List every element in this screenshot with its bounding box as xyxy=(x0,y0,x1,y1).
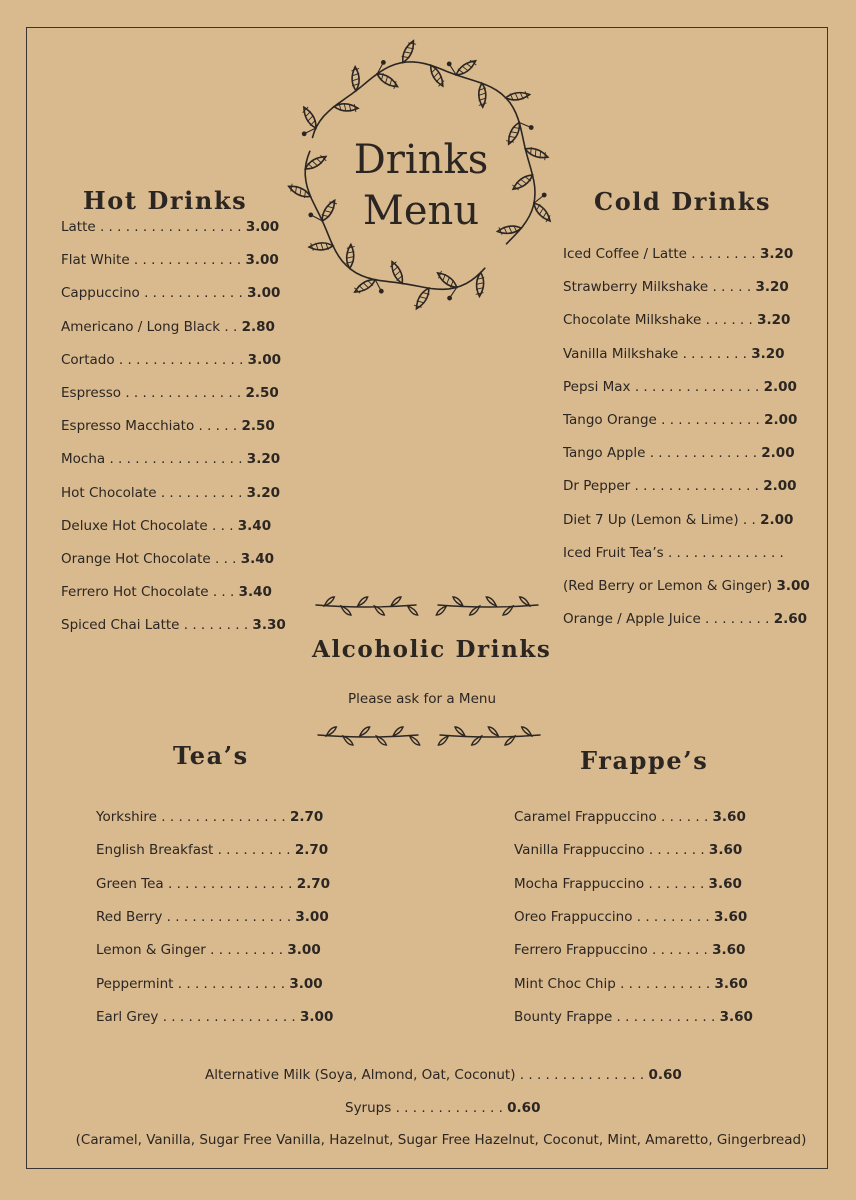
menu-item xyxy=(514,1008,753,1026)
item-name: Lemon & Ginger xyxy=(96,942,206,959)
item-price: 3.20 xyxy=(751,345,785,362)
item-leader-dots: . . . . . . . . . . . . . . . xyxy=(630,378,764,395)
item-leader-dots: . . . . . . . xyxy=(647,942,713,959)
hot-drinks-heading: Hot Drinks xyxy=(83,186,248,215)
item-name: Peppermint xyxy=(96,975,174,992)
item-name: Pepsi Max xyxy=(563,378,631,395)
item-leader-dots: . . . . . . . . . . . . . . . xyxy=(114,351,248,368)
item-leader-dots: . . . . . . . . . . . . . . . . xyxy=(158,1008,301,1025)
item-leader-dots: . . . . . . . . . . . . . . . . xyxy=(105,451,247,468)
menu-item xyxy=(61,384,279,402)
menu-item xyxy=(514,808,746,826)
item-name: Cortado xyxy=(61,351,115,368)
menu-item xyxy=(514,975,748,993)
alcoholic-drinks-heading: Alcoholic Drinks xyxy=(312,636,552,663)
alternative-milk-line xyxy=(205,1066,682,1084)
item-name: (Red Berry or Lemon & Ginger) xyxy=(563,578,773,594)
syrups-line xyxy=(345,1099,540,1117)
menu-item xyxy=(563,577,810,595)
syrup-flavours: (Caramel, Vanilla, Sugar Free Vanilla, Hazelnut, Sugar Free Hazelnut, Coconut, Mint, Amaretto, Gingerbread) xyxy=(75,1132,807,1148)
item-price: 3.20 xyxy=(759,246,794,262)
item-price: 3.60 xyxy=(708,842,743,859)
menu-item xyxy=(96,941,321,959)
item-price: 3.20 xyxy=(246,451,281,468)
item-price: 3.00 xyxy=(295,908,329,925)
item-leader-dots: . . . . . . xyxy=(701,312,758,329)
item-price: 0.60 xyxy=(648,1067,682,1083)
item-name: Dr Pepper xyxy=(563,478,631,495)
item-price: 3.00 xyxy=(300,1008,334,1025)
item-price: 2.70 xyxy=(290,809,324,825)
item-leader-dots: . . . . . . . . . . . . xyxy=(139,285,248,302)
item-price: 3.40 xyxy=(240,551,275,567)
item-leader-dots: . . . . . . . . . xyxy=(205,942,288,959)
menu-item xyxy=(563,378,797,396)
item-leader-dots: . . . xyxy=(207,517,238,534)
item-name: Caramel Frappuccino xyxy=(514,809,657,825)
menu-item xyxy=(563,278,789,296)
item-name: Chocolate Milkshake xyxy=(563,312,702,329)
item-leader-dots: . . . . . . . . . . . . . . . xyxy=(515,1067,649,1083)
menu-title-line2: Menu xyxy=(362,188,480,234)
menu-item xyxy=(96,808,323,826)
item-price: 0.60 xyxy=(507,1100,541,1116)
item-leader-dots: . . . . . . . . . . xyxy=(156,484,247,501)
item-price: 3.60 xyxy=(712,809,746,825)
item-leader-dots: . . . . . . . . . xyxy=(213,842,295,859)
item-name: Yorkshire xyxy=(96,809,157,825)
item-price: 3.00 xyxy=(245,252,279,269)
item-leader-dots: . . . . . . . . . xyxy=(632,908,714,925)
menu-item xyxy=(61,484,280,502)
item-price: 2.00 xyxy=(761,445,795,462)
item-price: 2.00 xyxy=(763,378,797,395)
menu-item xyxy=(96,875,330,893)
item-name: Americano / Long Black xyxy=(61,318,221,335)
item-leader-dots: . . . . . . . xyxy=(644,875,709,892)
item-price: 3.60 xyxy=(719,1008,753,1025)
item-leader-dots: . . . . . . . . . . . . xyxy=(612,1008,720,1025)
item-leader-dots: . . . xyxy=(208,584,239,601)
item-price: 3.60 xyxy=(714,908,748,925)
item-leader-dots: . . . xyxy=(210,551,241,567)
menu-item xyxy=(514,941,745,959)
item-price: 3.00 xyxy=(245,219,280,235)
item-price: 3.30 xyxy=(252,617,286,634)
item-leader-dots: . . . . . . . . . . . . . . . xyxy=(156,809,291,825)
item-price: 3.40 xyxy=(237,517,272,534)
item-leader-dots: . . . . . . . . . . . . . . . xyxy=(162,908,296,925)
item-price: 2.70 xyxy=(296,875,331,892)
item-name: Iced Coffee / Latte xyxy=(563,246,687,262)
item-price: 3.00 xyxy=(247,351,281,368)
menu-item xyxy=(563,444,795,462)
item-name: Oreo Frappuccino xyxy=(514,908,633,925)
item-leader-dots: . . . . . xyxy=(194,418,242,435)
item-name: Spiced Chai Latte xyxy=(61,617,180,634)
item-leader-dots: . . . . . . . . xyxy=(678,345,752,362)
item-name: Syrups xyxy=(345,1100,392,1116)
item-leader-dots: . . . . . . . . . . . . . . . . . xyxy=(95,219,246,235)
item-name: Mocha xyxy=(61,451,106,468)
menu-item xyxy=(61,583,272,601)
item-name: Bounty Frappe xyxy=(514,1008,613,1025)
item-leader-dots: . . . . . . . . xyxy=(687,246,760,262)
item-name: Vanilla Frappuccino xyxy=(514,842,645,859)
item-name: Orange / Apple Juice xyxy=(563,611,701,628)
item-leader-dots: . . xyxy=(220,318,242,335)
item-name: Vanilla Milkshake xyxy=(563,345,679,362)
menu-item xyxy=(61,417,275,435)
item-price: 2.00 xyxy=(764,412,798,428)
item-name: Diet 7 Up (Lemon & Lime) xyxy=(563,511,739,528)
item-leader-dots: . . . . . . . . xyxy=(179,617,253,634)
cold-drinks-heading: Cold Drinks xyxy=(594,187,772,216)
item-leader-dots: . . . . . xyxy=(708,279,756,296)
item-price: 2.00 xyxy=(763,478,797,495)
item-leader-dots: . . . . . . . . . . . . . xyxy=(645,445,762,462)
item-name: Earl Grey xyxy=(96,1008,159,1025)
menu-item xyxy=(61,251,279,269)
menu-item xyxy=(563,511,793,529)
item-leader-dots: . . . . . . . . . . . . . . . xyxy=(630,478,764,495)
menu-item xyxy=(563,544,784,562)
item-name: Espresso Macchiato xyxy=(61,418,195,435)
item-price: 3.00 xyxy=(776,578,810,594)
frappes-heading: Frappe’s xyxy=(580,746,709,775)
menu-item xyxy=(563,245,793,263)
menu-item xyxy=(61,550,274,568)
menu-item xyxy=(61,284,280,302)
item-price: 3.60 xyxy=(712,942,746,959)
menu-item xyxy=(563,610,807,628)
menu-item xyxy=(563,311,790,329)
item-leader-dots: . . . . . . . . xyxy=(700,611,774,628)
menu-item xyxy=(96,908,329,926)
item-price: 3.20 xyxy=(755,279,789,296)
item-price: 2.50 xyxy=(245,385,279,401)
item-price: 2.50 xyxy=(241,418,275,435)
item-price: 2.80 xyxy=(241,318,275,335)
menu-item xyxy=(514,875,742,893)
item-name: Red Berry xyxy=(96,908,163,925)
item-name: Alternative Milk (Soya, Almond, Oat, Coconut) xyxy=(205,1067,516,1083)
item-name: Flat White xyxy=(61,252,130,269)
item-name: Espresso xyxy=(61,385,122,401)
item-name: Strawberry Milkshake xyxy=(563,279,709,296)
menu-item xyxy=(61,318,275,336)
item-price: 3.60 xyxy=(708,875,742,892)
item-name: Tango Apple xyxy=(563,445,646,462)
item-leader-dots: . . . . . . . . . . . . . . xyxy=(663,544,784,561)
item-leader-dots: . . . . . . . . . . . xyxy=(615,975,715,992)
item-name: English Breakfast xyxy=(96,842,214,859)
item-name: Hot Chocolate xyxy=(61,484,157,501)
item-price: 2.70 xyxy=(294,842,329,859)
item-leader-dots: . . . . . . . . . . . . . . . xyxy=(163,875,297,892)
item-name: Mint Choc Chip xyxy=(514,975,616,992)
leaf-divider-icon xyxy=(312,590,542,620)
menu-item xyxy=(61,218,279,236)
item-name: Cappuccino xyxy=(61,285,140,302)
item-price: 2.60 xyxy=(773,611,808,628)
leaf-divider-icon xyxy=(314,720,544,750)
item-price: 3.00 xyxy=(289,975,323,992)
item-leader-dots: . . . . . . . . . . . . . . xyxy=(121,385,246,401)
item-name: Green Tea xyxy=(96,875,164,892)
menu-item xyxy=(96,1008,333,1026)
teas-heading: Tea’s xyxy=(173,741,249,770)
item-name: Ferrero Frappuccino xyxy=(514,942,648,959)
item-name: Deluxe Hot Chocolate xyxy=(61,517,208,534)
item-price: 3.00 xyxy=(247,285,281,302)
item-name: Latte xyxy=(61,219,96,235)
alcoholic-menu-note: Please ask for a Menu xyxy=(348,691,496,707)
menu-item xyxy=(563,477,797,495)
item-price: 3.20 xyxy=(757,312,791,329)
item-leader-dots: . . . . . . . . . . . . . xyxy=(391,1100,508,1116)
item-price: 3.00 xyxy=(287,942,321,959)
item-leader-dots: . . xyxy=(738,511,761,528)
menu-item xyxy=(96,975,323,993)
menu-item xyxy=(61,616,286,634)
menu-item xyxy=(61,351,281,369)
item-leader-dots: . . . . . . . . . . . . . xyxy=(173,975,290,992)
item-name: Orange Hot Chocolate xyxy=(61,551,211,567)
menu-item xyxy=(61,450,280,468)
menu-item xyxy=(514,841,742,859)
item-name: Tango Orange xyxy=(563,412,657,428)
menu-item xyxy=(563,411,797,429)
item-name: Mocha Frappuccino xyxy=(514,875,645,892)
menu-item xyxy=(563,345,785,363)
item-leader-dots: . . . . . . . . . . . . . xyxy=(129,252,246,269)
menu-item xyxy=(96,841,328,859)
menu-item xyxy=(514,908,747,926)
item-price: 3.60 xyxy=(714,975,748,992)
item-price: 3.40 xyxy=(238,584,272,601)
item-leader-dots: . . . . . . . xyxy=(644,842,709,859)
menu-item xyxy=(61,517,271,535)
item-leader-dots: . . . . . . . . . . . . xyxy=(656,412,765,428)
item-name: Ferrero Hot Chocolate xyxy=(61,584,209,601)
item-leader-dots: . . . . . . xyxy=(656,809,713,825)
item-name: Iced Fruit Tea’s xyxy=(563,544,664,561)
menu-title-line1: Drinks xyxy=(353,137,489,183)
item-price: 3.20 xyxy=(246,484,280,501)
item-price: 2.00 xyxy=(760,511,794,528)
